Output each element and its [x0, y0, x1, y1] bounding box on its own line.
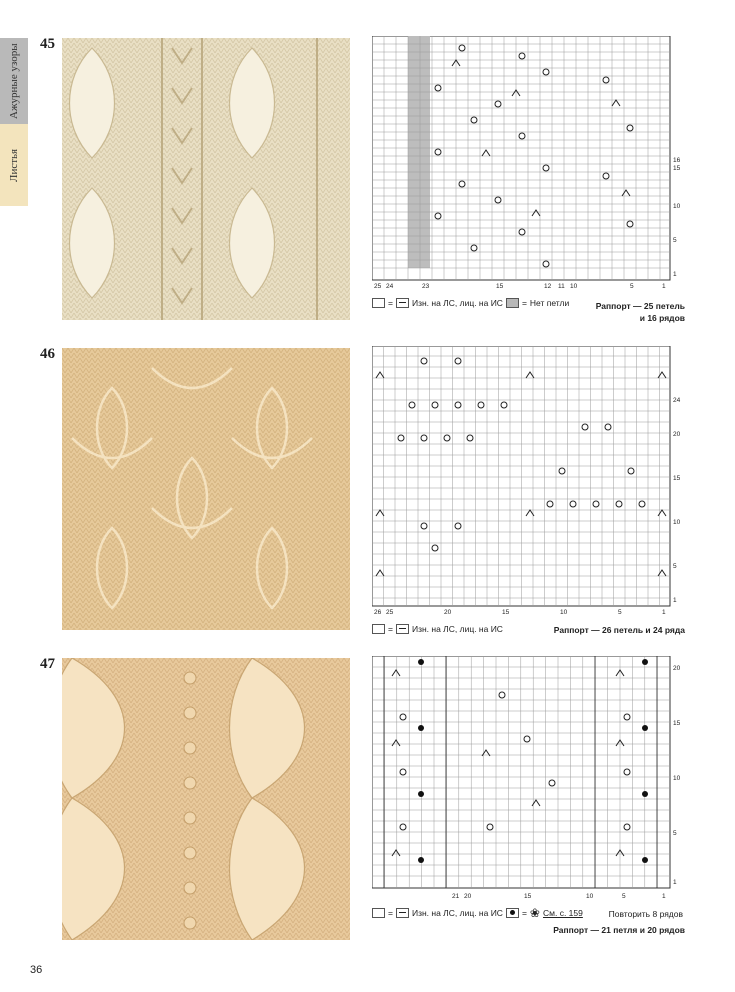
col-label: 1 [662, 609, 666, 616]
col-label: 5 [622, 893, 626, 900]
legend-47: = Изн. на ЛС, лиц. на ИС = ❀ См. с. 159 [372, 906, 583, 920]
no-stitch-icon [506, 298, 519, 308]
knit-photo-45 [62, 38, 350, 320]
row-label: 5 [673, 237, 677, 244]
row-label: 24 [673, 397, 681, 404]
col-label: 15 [496, 283, 504, 290]
row-label: 5 [673, 830, 677, 837]
bobble-symbol-icon [506, 908, 519, 918]
knit-photo-47 [62, 658, 350, 940]
section-tab-leaves[interactable]: Листья [0, 124, 28, 206]
col-label: 24 [386, 283, 394, 290]
empty-cell-icon [372, 624, 385, 634]
chart-45 [372, 36, 684, 292]
pattern-number: 46 [40, 346, 55, 362]
col-label: 10 [560, 609, 568, 616]
col-label: 15 [502, 609, 510, 616]
bobble-illustration-icon: ❀ [529, 906, 540, 920]
col-label: 20 [464, 893, 472, 900]
row-label: 1 [673, 597, 677, 604]
repeat-info-46: Раппорт — 26 петель и 24 ряда [553, 625, 685, 635]
col-label: 5 [618, 609, 622, 616]
col-label: 10 [570, 283, 578, 290]
row-label: 20 [673, 431, 681, 438]
knit-photo-46 [62, 348, 350, 630]
row-label: 15 [673, 165, 681, 172]
pattern-number: 45 [40, 36, 55, 52]
col-label: 21 [452, 893, 460, 900]
col-label: 20 [444, 609, 452, 616]
row-label: 16 [673, 157, 681, 164]
col-label: 10 [586, 893, 594, 900]
col-label: 23 [422, 283, 430, 290]
col-label: 25 [374, 283, 382, 290]
repeat-info-45: Раппорт — 25 петель и 16 рядов [595, 301, 685, 323]
row-label: 10 [673, 519, 681, 526]
col-label: 15 [524, 893, 532, 900]
page-reference-link[interactable]: См. с. 159 [542, 908, 583, 918]
col-label: 25 [386, 609, 394, 616]
col-label: 11 [558, 283, 565, 290]
pattern-number: 47 [40, 656, 55, 672]
section-tab-openwork[interactable]: Ажурные узоры [0, 38, 28, 124]
repeat-info-47: Раппорт — 21 петля и 20 рядов [553, 925, 685, 935]
col-label: 5 [630, 283, 634, 290]
purl-symbol-icon [396, 908, 409, 918]
row-label: 5 [673, 563, 677, 570]
row-label: 10 [673, 203, 681, 210]
col-label: 1 [662, 893, 666, 900]
row-label: 15 [673, 720, 681, 727]
row-label: 10 [673, 775, 681, 782]
purl-symbol-icon [396, 624, 409, 634]
purl-symbol-icon [396, 298, 409, 308]
empty-cell-icon [372, 908, 385, 918]
col-label: 12 [544, 283, 552, 290]
chart-46 [372, 346, 684, 618]
empty-cell-icon [372, 298, 385, 308]
row-label: 1 [673, 271, 677, 278]
page-number: 36 [30, 964, 43, 976]
legend-46: = Изн. на ЛС, лиц. на ИС [372, 624, 503, 634]
row-label: 1 [673, 879, 677, 886]
chart-47 [372, 656, 684, 902]
repeat-note-47: Повторить 8 рядов [608, 909, 683, 919]
row-label: 15 [673, 475, 681, 482]
col-label: 26 [374, 609, 382, 616]
legend-45: = Изн. на ЛС, лиц. на ИС = Нет петли [372, 298, 569, 308]
col-label: 1 [662, 283, 666, 290]
row-label: 20 [673, 665, 681, 672]
